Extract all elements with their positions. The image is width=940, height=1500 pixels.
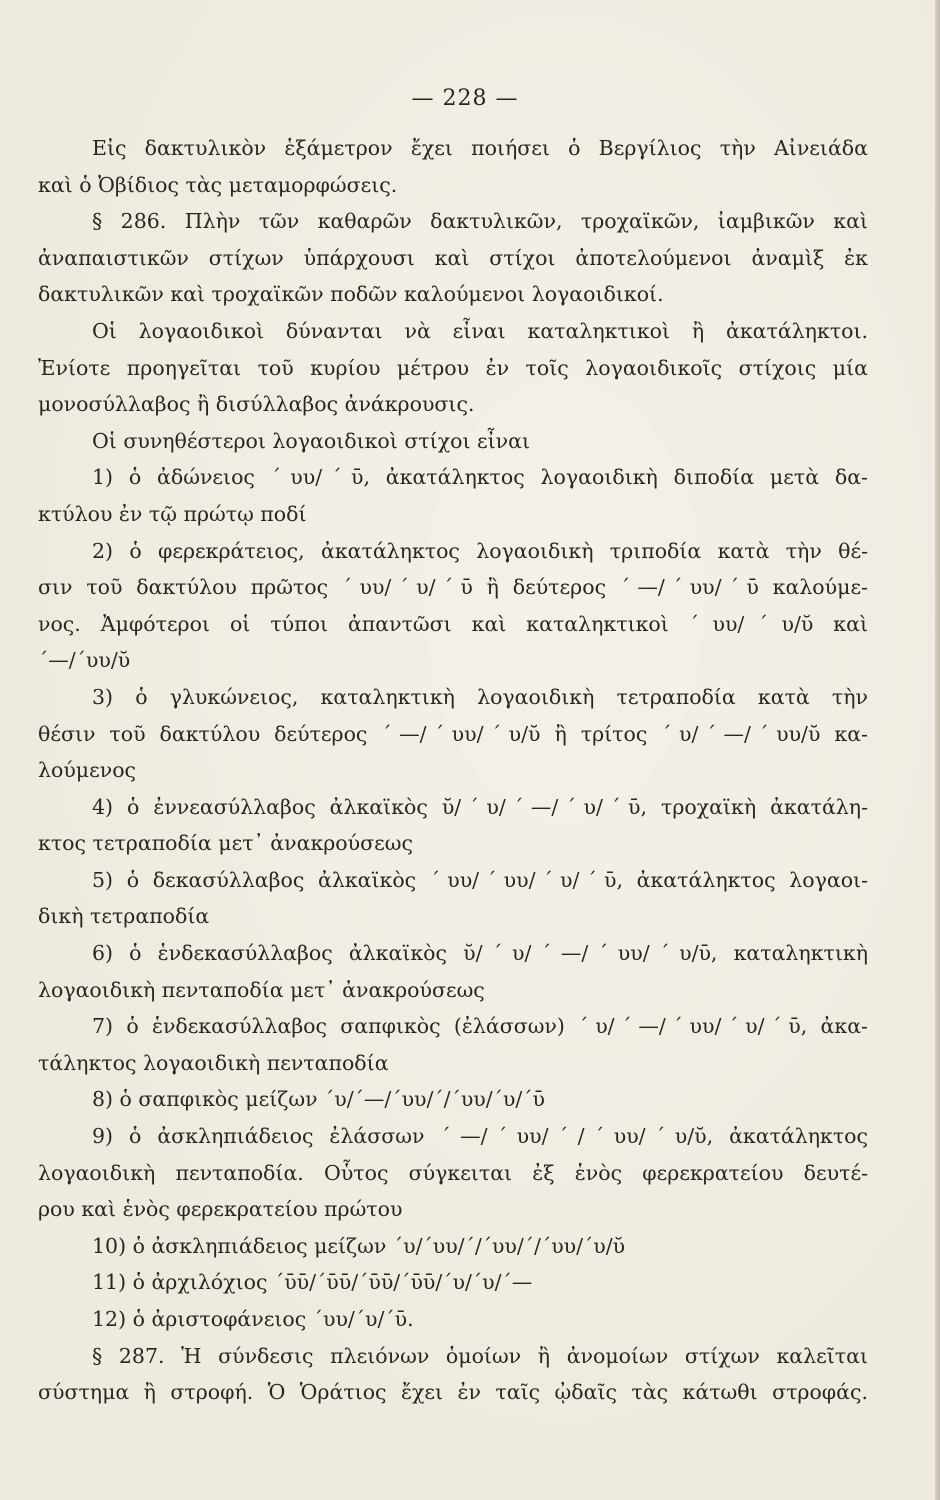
body-text bbox=[38, 130, 868, 1411]
text-line: καὶ ὁ Ὀβίδιος τὰς μεταμορφώσεις. bbox=[38, 172, 398, 197]
text-line: 7) ὁ ἑνδεκασύλλαβος σαπφικὸς (ἐλάσσων) ˊυ/ˊ—/ˊυυ/ˊυ/ˊῡ, ἀκα- bbox=[92, 1014, 868, 1039]
text-line: ˊ—/ˊυυ/ῠ bbox=[38, 648, 131, 673]
text-line: Οἱ λογαοιδικοὶ δύνανται νὰ εἶναι καταληκτικοὶ ἢ ἀκατάληκτοι. bbox=[92, 318, 868, 343]
text-line: § 286. Πλὴν τῶν καθαρῶν δακτυλικῶν, τροχαϊκῶν, ἰαμβικῶν καὶ bbox=[92, 209, 868, 234]
text-line: 3) ὁ γλυκώνειος, καταληκτικὴ λογαοιδικὴ τετραποδία κατὰ τὴν bbox=[92, 684, 868, 709]
text-line: Εἰς δακτυλικὸν ἑξάμετρον ἔχει ποιήσει ὁ Βεργίλιος τὴν Αἰνειάδα bbox=[92, 136, 868, 160]
text-line: νος. Ἀμφότεροι οἱ τύποι ἀπαντῶσι καὶ καταληκτικοὶ ˊυυ/ˊυ/ῠ καὶ bbox=[38, 611, 868, 636]
text-line: 2) ὁ φερεκράτειος, ἀκατάληκτος λογαοιδικὴ τριποδία κατὰ τὴν θέ- bbox=[92, 538, 868, 563]
text-line: 5) ὁ δεκασύλλαβος ἀλκαϊκὸς ˊυυ/ˊυυ/ˊυ/ˊῡ, ἀκατάληκτος λογαοι- bbox=[92, 867, 868, 892]
text-line: § 287. Ἡ σύνδεσις πλειόνων ὁμοίων ἢ ἀνομοίων στίχων καλεῖται bbox=[92, 1343, 868, 1368]
text-line: 12) ὁ ἀριστοφάνειος ˊυυ/ˊυ/ˊῡ. bbox=[92, 1307, 414, 1331]
text-line: Οἱ συνηθέστεροι λογαοιδικοὶ στίχοι εἶναι bbox=[92, 428, 531, 453]
text-line: σιν τοῦ δακτύλου πρῶτος ˊυυ/ˊυ/ˊῡ ἢ δεύτερος ˊ—/ˊυυ/ˊῡ καλούμε- bbox=[38, 575, 868, 600]
text-line: σύστημα ἢ στροφή. Ὁ Ὁράτιος ἔχει ἐν ταῖς ᾠδαῖς τὰς κάτωθι στροφάς. bbox=[38, 1380, 868, 1405]
text-line: λογαοιδικὴ πενταποδία. Οὗτος σύγκειται ἐξ ἑνὸς φερεκρατείου δευτέ- bbox=[38, 1160, 868, 1185]
page-number: — 228 — bbox=[411, 86, 519, 111]
text-line: 9) ὁ ἀσκληπιάδειος ἐλάσσων ˊ—/ˊυυ/ˊ/ˊυυ/ˊυ/ῠ, ἀκατάληκτος bbox=[92, 1124, 868, 1149]
text-line: τάληκτος λογαοιδικὴ πενταποδία bbox=[38, 1050, 389, 1075]
text-line: 10) ὁ ἀσκληπιάδειος μείζων ˊυ/ˊυυ/ˊ/ˊυυ/ˊ/ˊυυ/ˊυ/ῠ bbox=[92, 1233, 626, 1258]
text-line: 11) ὁ ἀρχιλόχιος ˊῡῡ/ˊῡῡ/ˊῡῡ/ˊῡῡ/ˊυ/ˊυ/ˊ— bbox=[92, 1270, 533, 1295]
text-line: κτύλου ἐν τῷ πρώτῳ ποδί bbox=[38, 501, 307, 526]
text-line: 1) ὁ ἀδώνειος ˊυυ/ˊῡ, ἀκατάληκτος λογαοιδικὴ διποδία μετὰ δα- bbox=[92, 465, 868, 490]
text-line: δικὴ τετραποδία bbox=[38, 904, 210, 929]
text-line: κτος τετραποδία μετ᾽ ἀνακρούσεως bbox=[38, 831, 413, 856]
text-line: ἀναπαιστικῶν στίχων ὑπάρχουσι καὶ στίχοι ἀποτελούμενοι ἀναμὶξ ἐκ bbox=[38, 245, 868, 270]
text-line: 6) ὁ ἑνδεκασύλλαβος ἀλκαϊκὸς ῠ/ˊυ/ˊ—/ˊυυ/ˊυ/ῡ, καταληκτικὴ bbox=[92, 941, 868, 966]
page-edge bbox=[935, 0, 940, 1500]
text-line: μονοσύλλαβος ἢ δισύλλαβος ἀνάκρουσις. bbox=[38, 392, 475, 417]
text-line: θέσιν τοῦ δακτύλου δεύτερος ˊ—/ˊυυ/ˊυ/ῠ ἢ τρίτος ˊυ/ˊ—/ˊυυ/ῠ κα- bbox=[38, 721, 868, 746]
text-line: Ἐνίοτε προηγεῖται τοῦ κυρίου μέτρου ἐν τοῖς λογαοιδικοῖς στίχοις μία bbox=[38, 355, 868, 380]
text-line: ρου καὶ ἑνὸς φερεκρατείου πρώτου bbox=[38, 1197, 403, 1222]
text-line: λούμενος bbox=[38, 758, 137, 783]
text-line: δακτυλικῶν καὶ τροχαϊκῶν ποδῶν καλούμενοι λογαοιδικοί. bbox=[38, 282, 664, 307]
text-line: 8) ὁ σαπφικὸς μείζων ˊυ/ˊ—/ˊυυ/ˊ/ˊυυ/ˊυ/ˊῡ bbox=[92, 1087, 545, 1112]
text-line: λογαοιδικὴ πενταποδία μετ᾽ ἀνακρούσεως bbox=[38, 977, 485, 1002]
text-line: 4) ὁ ἐννεασύλλαβος ἀλκαϊκὸς ῠ/ˊυ/ˊ—/ˊυ/ˊῡ, τροχαϊκὴ ἀκατάλη- bbox=[92, 794, 868, 819]
